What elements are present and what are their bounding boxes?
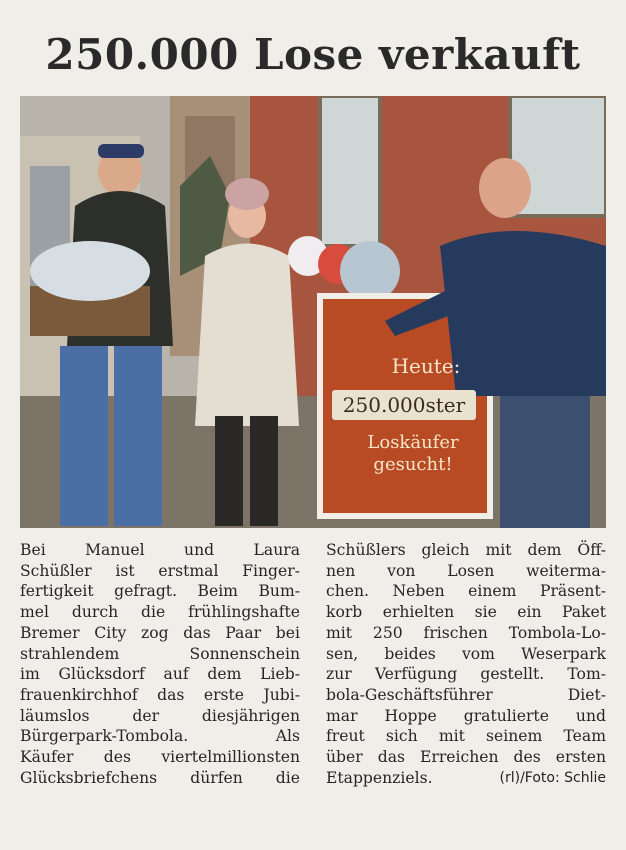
text-line: bola-Geschäftsführer Diet-	[326, 685, 606, 704]
text-line: nen von Losen weiterma-	[326, 561, 606, 580]
text-line: Schüßlers gleich mit dem Öff-	[326, 541, 606, 559]
article-column-right	[326, 540, 606, 788]
article-body	[20, 540, 606, 840]
text-line: chen. Neben einem Präsent-	[326, 582, 606, 601]
text-line: sen, beides vom Weserpark	[326, 644, 606, 663]
text-line: mit 250 frischen Tombola-Lo-	[326, 623, 606, 642]
sign-line-heute: Heute:	[391, 354, 461, 378]
text-line: frauenkirchhof das erste Jubi-	[20, 685, 300, 704]
text-line: Glücksbriefchens dürfen die	[20, 768, 300, 787]
text-line: Bei Manuel und Laura	[20, 541, 300, 559]
text-line: Bürgerpark-Tombola. Als	[20, 727, 300, 746]
photo-illustration	[20, 96, 606, 528]
text-line: korb erhielten sie ein Paket	[326, 603, 606, 622]
text-line: Bremer City zog das Paar bei	[20, 623, 300, 642]
sign-line-4: gesucht!	[373, 454, 453, 475]
text-line: Schüßler ist erstmal Finger-	[20, 561, 300, 580]
text-line: im Glücksdorf auf dem Lieb-	[20, 665, 300, 684]
text-line: fertigkeit gefragt. Beim Bum-	[20, 582, 300, 601]
last-sentence: Etappenziels.	[326, 768, 433, 787]
text-line: mel durch die frühlingshafte	[20, 603, 300, 622]
text-line: Käufer des viertelmillionsten	[20, 748, 300, 767]
article-column-left	[20, 540, 300, 788]
text-line-with-credit	[326, 768, 606, 789]
sign-line-loskaeufer	[338, 432, 488, 476]
text-line: über das Erreichen des ersten	[326, 748, 606, 767]
sign-line-3: Loskäufer	[367, 432, 459, 453]
text-line: läumslos der diesjährigen	[20, 706, 300, 725]
news-photo	[20, 96, 606, 528]
text-line: zur Verfügung gestellt. Tom-	[326, 665, 606, 684]
photo-credit: (rl)/Foto: Schlie	[499, 769, 606, 786]
text-line: mar Hoppe gratulierte und	[326, 706, 606, 725]
sign-line-number: 250.000ster	[332, 390, 476, 420]
headline: 250.000 Lose verkauft	[45, 30, 581, 79]
text-line: freut sich mit seinem Team	[326, 727, 606, 746]
text-line: strahlendem Sonnenschein	[20, 644, 300, 663]
